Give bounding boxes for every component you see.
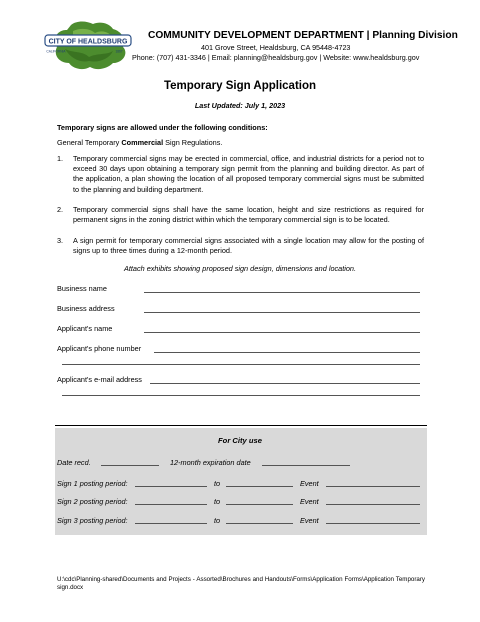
applicant-phone-label: Applicant's phone number [57, 344, 142, 353]
sign-1-from-field[interactable] [135, 486, 207, 487]
business-name-field[interactable] [144, 292, 420, 293]
applicant-phone-field-line2[interactable] [62, 364, 420, 365]
sign-3-to-field[interactable] [226, 523, 293, 524]
file-path-footer: U:\cdc\Planning-shared\Documents and Projects - Assorted\Brochures and Handouts\Forms\Application Forms\Application Temporary sign.docx [57, 576, 425, 591]
business-address-label: Business address [57, 304, 115, 313]
sign-1-event-label: Event [300, 479, 319, 488]
date-recd-field[interactable] [101, 465, 159, 466]
expiration-field[interactable] [262, 465, 350, 466]
sign-2-to-label: to [214, 497, 221, 506]
business-address-field[interactable] [144, 312, 420, 313]
sign-2-event-label: Event [300, 497, 319, 506]
sign-3-event-label: Event [300, 516, 319, 525]
date-recd-label: Date recd. [57, 458, 91, 467]
business-name-label: Business name [57, 284, 107, 293]
city-use-heading: For City use [218, 436, 262, 445]
applicant-email-label: Applicant's e-mail address [57, 375, 142, 384]
sign-3-event-field[interactable] [326, 523, 420, 524]
sign-2-period-label: Sign 2 posting period: [57, 497, 128, 506]
condition-item: Temporary commercial signs may be erected in commercial, office, and industrial districts for a period not to exceed 30 days upon obtaining a temporary sign permit from the planning and building director. As part of the application, a plan showing the location of all proposed temporary commercial signs must be submitted to the planning and building department. [73, 154, 424, 194]
expiration-label: 12-month expiration date [170, 458, 251, 467]
attach-note: Attach exhibits showing proposed sign design, dimensions and location. [123, 264, 357, 273]
logo-text: CITY OF HEALDSBURG [48, 38, 128, 46]
section-divider [55, 425, 427, 426]
sign-1-event-field[interactable] [326, 486, 420, 487]
sign-1-to-field[interactable] [226, 486, 293, 487]
condition-item: Temporary commercial signs shall have the same location, height and size restrictions as required for permanent signs in the zoning district within which the temporary commercial sign is to be located. [73, 205, 424, 225]
sign-1-to-label: to [214, 479, 221, 488]
applicant-phone-field[interactable] [154, 352, 420, 353]
last-updated: Last Updated: July 1, 2023 [194, 101, 286, 110]
sign-2-from-field[interactable] [135, 504, 207, 505]
logo-right-text: 1867 [115, 49, 123, 54]
sign-2-event-field[interactable] [326, 504, 420, 505]
department-contact: Phone: (707) 431-3346 | Email: planning@healdsburg.gov | Website: www.healdsburg.gov [132, 53, 420, 62]
sign-2-to-field[interactable] [226, 504, 293, 505]
sign-3-period-label: Sign 3 posting period: [57, 516, 128, 525]
item-number: 3. [57, 236, 64, 245]
department-address: 401 Grove Street, Healdsburg, CA 95448-4723 [201, 43, 351, 52]
logo-left-text: CALIFORNIA [46, 49, 66, 54]
department-title: COMMUNITY DEVELOPMENT DEPARTMENT | Planning Division [148, 30, 458, 41]
city-logo [43, 19, 133, 71]
sign-1-period-label: Sign 1 posting period: [57, 479, 128, 488]
applicant-email-field-line2[interactable] [62, 395, 420, 396]
condition-item: A sign permit for temporary commercial signs associated with a single location may allow for the posting of signs up to three times during a 12-month period. [73, 236, 424, 256]
sign-3-to-label: to [214, 516, 221, 525]
conditions-heading: Temporary signs are allowed under the following conditions: [57, 123, 268, 132]
sign-3-from-field[interactable] [135, 523, 207, 524]
applicant-email-field[interactable] [150, 383, 420, 384]
item-number: 2. [57, 205, 64, 214]
applicant-name-field[interactable] [144, 332, 420, 333]
applicant-name-label: Applicant's name [57, 324, 113, 333]
item-number: 1. [57, 154, 64, 163]
general-regulations: General Temporary Commercial Sign Regulations. [57, 138, 223, 147]
form-title: Temporary Sign Application [163, 80, 317, 92]
